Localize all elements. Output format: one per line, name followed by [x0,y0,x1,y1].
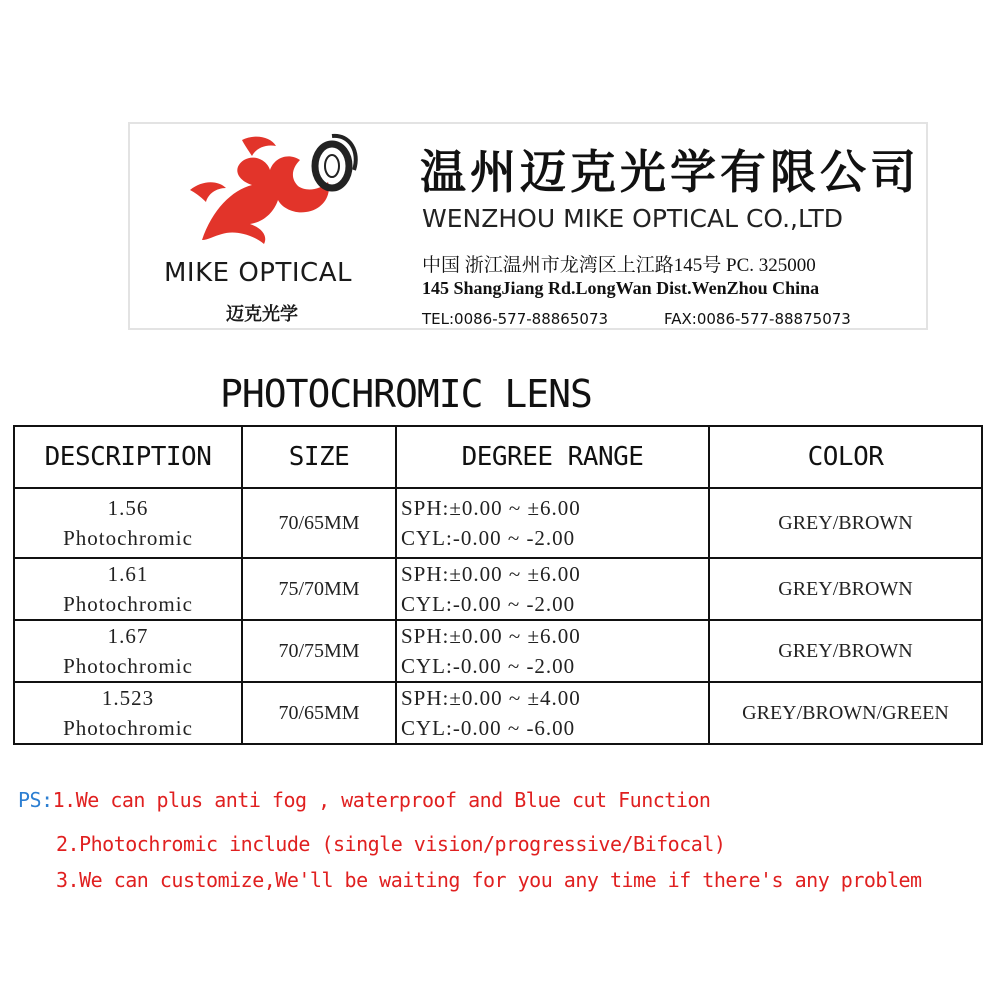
size-cell: 70/75MM [242,620,396,682]
degree-range-cell [396,620,709,682]
lens-type: Photochromic [63,526,193,550]
description-cell [14,558,242,620]
company-address-en: 145 ShangJiang Rd.LongWan Dist.WenZhou China [422,278,820,298]
table-row [14,488,982,558]
note-text-3: 3.We can customize,We'll be waiting for you any time if there's any problem [56,868,922,892]
company-fax: FAX:0086-577-88875073 [664,310,851,328]
note-text-2: 2.Photochromic include (single vision/progressive/Bifocal) [56,832,726,856]
lens-index: 1.61 [107,562,149,586]
company-telephone: TEL:0086-577-88865073 [422,310,609,328]
note-text-1: 1.We can plus anti fog , waterproof and Blue cut Function [52,788,711,812]
header-color: COLOR [709,426,982,488]
header-description: DESCRIPTION [14,426,242,488]
table-row [14,558,982,620]
cyl-range: CYL:-0.00 ~ -6.00 [401,716,576,740]
table-row [14,620,982,682]
company-address-cn: 中国 浙江温州市龙湾区上江路145号 PC. 325000 [422,255,816,276]
color-cell: GREY/BROWN [709,558,982,620]
company-header-card [128,122,928,330]
description-cell [14,682,242,744]
lens-type: Photochromic [63,716,193,740]
table-row [14,682,982,744]
sph-range: SPH:±0.00 ~ ±6.00 [401,562,581,586]
note-line-3 [56,868,922,892]
header-size: SIZE [242,426,396,488]
company-name-en: WENZHOU MIKE OPTICAL CO.,LTD [422,204,843,233]
company-name-cn: 温州迈克光学有限公司 [420,145,920,199]
cyl-range: CYL:-0.00 ~ -2.00 [401,654,576,678]
description-cell [14,488,242,558]
lens-type: Photochromic [63,592,193,616]
degree-range-cell [396,488,709,558]
note-line-1 [18,788,710,812]
notes-prefix: PS: [18,788,53,812]
lens-index: 1.67 [107,624,149,648]
sph-range: SPH:±0.00 ~ ±6.00 [401,624,581,648]
cyl-range: CYL:-0.00 ~ -2.00 [401,526,576,550]
cyl-range: CYL:-0.00 ~ -2.00 [401,592,576,616]
description-cell [14,620,242,682]
logo-brand-name: MIKE OPTICAL [164,258,352,288]
logo-brand-name-cn: 迈克光学 [226,304,298,325]
lens-spec-table [13,425,983,745]
size-cell: 70/65MM [242,488,396,558]
degree-range-cell [396,682,709,744]
table-header-row [14,426,982,488]
color-cell: GREY/BROWN [709,488,982,558]
note-line-2 [56,832,725,856]
size-cell: 70/65MM [242,682,396,744]
sph-range: SPH:±0.00 ~ ±6.00 [401,496,581,520]
color-cell: GREY/BROWN/GREEN [709,682,982,744]
color-cell: GREY/BROWN [709,620,982,682]
lens-type: Photochromic [63,654,193,678]
degree-range-cell [396,558,709,620]
page-title: PHOTOCHROMIC LENS [220,372,592,416]
lens-index: 1.56 [107,496,149,520]
mike-optical-logo-icon [182,130,362,248]
header-degree-range: DEGREE RANGE [396,426,709,488]
sph-range: SPH:±0.00 ~ ±4.00 [401,686,581,710]
lens-index: 1.523 [101,686,155,710]
size-cell: 75/70MM [242,558,396,620]
